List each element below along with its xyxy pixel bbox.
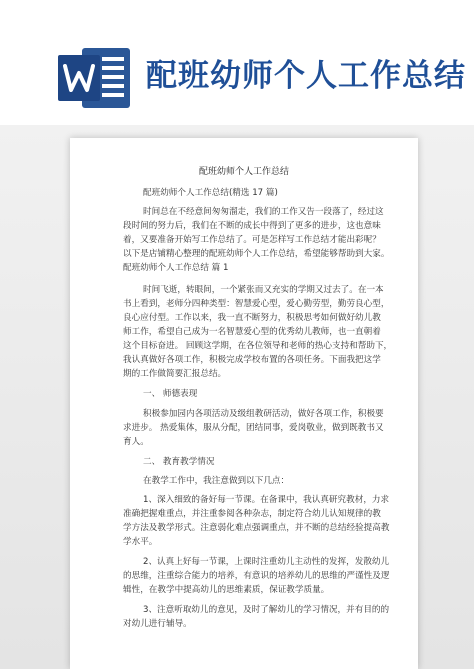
paragraph-line: 积极参加园内各项活动及级组教研活动，做好各项工作，积极要 [143,409,384,419]
preview-header [0,0,474,125]
document-title: 配班幼师个人工作总结 [198,167,289,177]
paragraph-line: 育人。 [123,437,149,447]
list-item-line: 对幼儿进行辅导。 [123,619,192,629]
intro-line: 段时间的努力后，我们在不断的成长中得到了更多的进步，这也意味 [123,221,381,231]
list-item-line: 3、注意听取幼儿的意见，及时了解幼儿的学习情况，并有目的的 [143,605,390,615]
list-item-line: 学方法及教学形式。注意弱化难点强调重点，并不断的总结经验提高教 [123,523,390,533]
paragraph-line: 我认真做好各项工作，积极完成学校布置的各项任务。下面我把这学 [123,355,381,365]
document-page [70,138,418,669]
intro-line: 着，又要准备开始写工作总结了。可是怎样写工作总结才能出彩呢？ [123,235,381,245]
paragraph-line: 师工作，希望自己成为一名智慧爱心型的优秀幼儿教师，也一直朝着 [123,327,381,337]
section-heading: 配班幼师个人工作总结 篇 1 [123,263,229,273]
paragraph-line: 在教学工作中，我注意做到以下几点： [143,476,290,486]
intro-line: 时间总在不经意间匆匆溜走，我们的工作又告一段落了，经过这 [143,207,384,217]
paragraph-line: 期的工作做简要汇报总结。 [123,369,227,379]
subheading-ethics: 一、 师德表现 [143,389,198,399]
banner-title: 配班幼师个人工作总结 [146,58,466,94]
list-item-line: 辑性，在教学中提高幼儿的思维素质，保证教学质量。 [123,585,330,595]
paragraph-line: 这个目标奋进。 回顾这学期，在各位领导和老师的热心支持和帮助下， [123,341,393,351]
paragraph-line: 书上看到，老师分四种类型：智慧爱心型，爱心勤劳型，勤劳良心型， [123,299,390,309]
list-item-line: 1、深入细致的备好每一节课。在备课中，我认真研究教材，力求 [143,495,390,505]
list-item-line: 准确把握难重点，并注重参阅各种杂志，制定符合幼儿认知规律的教 [123,509,381,519]
list-item-line: 学水平。 [123,537,158,547]
subheading-teaching: 二、 教育教学情况 [143,457,215,467]
intro-line: 以下是店铺精心整理的配班幼师个人工作总结，希望能够帮助到大家。 [123,249,390,259]
list-item-line: 的思维，注重综合能力的培养，有意识的培养幼儿的思维的严谨性及逻 [123,571,390,581]
paragraph-line: 时间飞逝，转眼间，一个紧张而又充实的学期又过去了。在一本 [143,285,384,295]
paragraph-line: 求进步。 热爱集体，服从分配，团结同事，爱岗敬业，做到既教书又 [123,423,384,433]
list-item-line: 2、认真上好每一节课，上课时注重幼儿主动性的发挥，发散幼儿 [143,557,390,567]
word-icon [56,42,132,114]
document-subtitle: 配班幼师个人工作总结(精选 17 篇) [143,188,278,198]
paragraph-line: 良心应付型。工作以来，我一直不断努力，积极思考如何做好幼儿教 [123,313,381,323]
